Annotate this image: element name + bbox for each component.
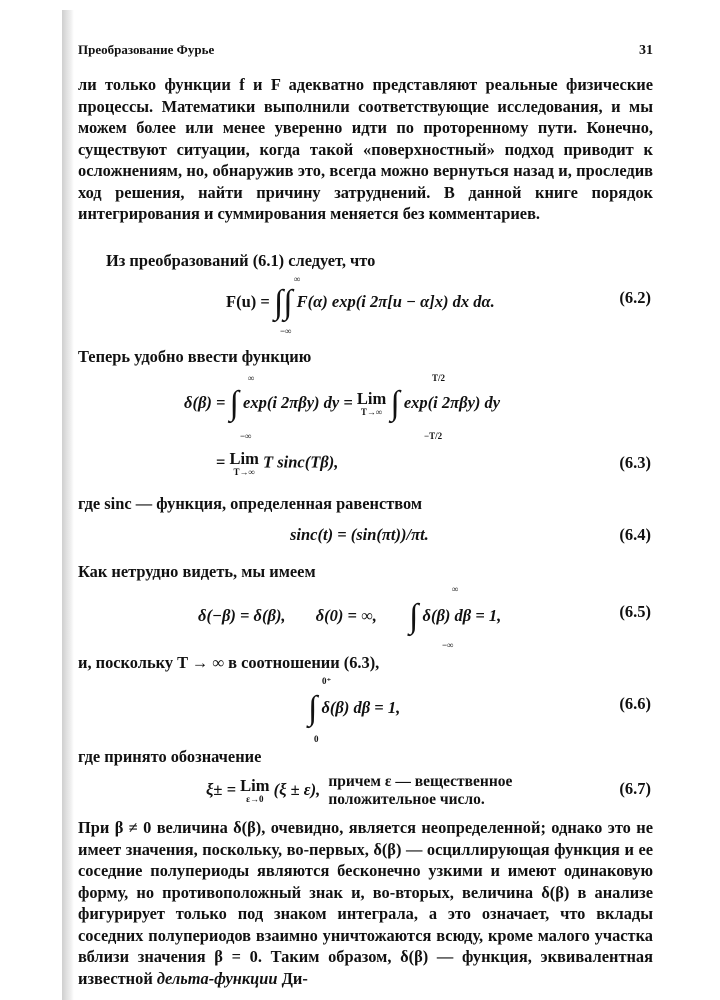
page-gutter-shadow: [62, 10, 74, 1000]
eq63-body2: exp(i 2πβy) dy: [403, 392, 501, 412]
book-page: [78, 42, 653, 989]
eq62-number: (6.2): [619, 287, 651, 307]
eq63-lhs: δ(β) =: [184, 392, 226, 412]
integral-sign: ∫: [390, 385, 400, 422]
eq64-number: (6.4): [619, 524, 651, 544]
eq63-limit: [357, 391, 386, 417]
paragraph-4: где sinc — функция, определенная равенством: [78, 494, 423, 513]
eq63-lim-sub-2: T→∞: [233, 466, 255, 477]
integral-sign: ∫: [229, 385, 239, 422]
equation-6-2: [78, 272, 653, 338]
eq66-upper: 0⁺: [322, 675, 332, 686]
eq67-body: (ξ ± ε),: [273, 779, 321, 799]
paragraph-3: Теперь удобно ввести функцию: [78, 346, 312, 366]
eq62-lhs: F(u) =: [226, 291, 270, 311]
paragraph-6: и, поскольку T → ∞ в соотношении (6.3),: [78, 653, 380, 672]
eq65-part2: δ(0) = ∞,: [315, 605, 377, 625]
eq65-upper: ∞: [452, 584, 459, 594]
eq66-number: (6.6): [619, 693, 651, 713]
double-integral-sign: ∫∫: [273, 283, 293, 321]
running-title: Преобразование Фурье: [78, 42, 215, 57]
eq67-cond2: положительное число.: [328, 791, 485, 808]
eq63-limit-2: [230, 451, 259, 477]
eq67-lim-sub: ε→0: [246, 793, 264, 804]
eq66-body: δ(β) dβ = 1,: [321, 697, 401, 717]
eq63-lim-label: Lim: [356, 389, 387, 409]
eq62-body: F(α) exp(i 2π[u − α]x) dx dα.: [296, 291, 495, 311]
eq65-part1: δ(−β) = δ(β),: [198, 605, 286, 625]
eq63-upper2: T/2: [432, 373, 446, 383]
eq63-lim-sub: T→∞: [360, 406, 383, 417]
eq66-lower: 0: [314, 733, 319, 744]
eq62-lower-limit: −∞: [280, 325, 292, 336]
eq63-upper1: ∞: [248, 373, 255, 383]
paragraph-1: ли только функции f и F адекватно представляют реальные физические процессы. Математики выполнили соответствующие исследования, и мы можем более или менее уверенно идти по проторенному пути. Конечно, существуют ситуации, когда такой «поверхностный» подход приводит к осложнениям, но, обнаружив это, всегда можно вернуться назад и, проследив ход решения, найти причину затруднений. В данной книге порядок интегрирования и суммирования меняется без комментариев.: [78, 75, 653, 223]
eq63-line2-body: T sinc(Tβ),: [263, 452, 339, 472]
eq63-number: (6.3): [619, 453, 651, 472]
paragraph-8-tail: Ди-: [277, 968, 308, 988]
eq65-part3: δ(β) dβ = 1,: [422, 605, 502, 625]
integral-sign: ∫: [409, 598, 419, 635]
eq63-lower2: −T/2: [424, 431, 443, 441]
eq64-body: sinc(t) = (sin(πt))/πt.: [290, 524, 429, 544]
eq67-limit: [240, 778, 269, 804]
eq67-cond1: причем ε — вещественное: [328, 773, 513, 790]
paragraph-8-text: При β ≠ 0 величина δ(β), очевидно, является неопределенной; однако это не имеет значения, поскольку, во-первых, δ(β) — осциллирующая функция и ее соседние полупериоды являются бесконечно узкими и имеют одинаковую форму, но противоположный знак и, во-вторых, величина δ(β) в анализе фигурирует только под знаком интеграла, а это означает, что вклады соседних полупериодов взаимно уничтожаются всюду, кроме малого участка вблизи значения β = 0. Таким образом, δ(β) — функция, эквивалентная известной: [78, 818, 653, 988]
equation-6-5: [78, 582, 653, 650]
equation-6-4: [78, 515, 653, 559]
page-header: [78, 42, 653, 74]
paragraph-8: [78, 817, 653, 989]
eq63-lower1: −∞: [240, 431, 252, 441]
eq63-line2-prefix: =: [216, 452, 226, 472]
eq67-lhs: ξ± =: [206, 779, 236, 799]
paragraph-7: где принято обозначение: [78, 746, 262, 766]
equation-6-3: [78, 367, 653, 485]
paragraph-2: Из преобразований (6.1) следует, что: [106, 251, 376, 270]
equation-6-7: [78, 767, 653, 815]
eq63-body1: exp(i 2πβy) dy =: [243, 392, 353, 412]
eq65-number: (6.5): [619, 602, 651, 621]
eq67-condition: [328, 773, 512, 809]
page-number: 31: [639, 43, 653, 58]
eq67-number: (6.7): [619, 779, 651, 798]
paragraph-5: Как нетрудно видеть, мы имеем: [78, 561, 316, 581]
eq63-lim-label-2: Lim: [229, 449, 259, 468]
integral-sign: ∫: [308, 689, 318, 727]
equation-6-6: [78, 674, 653, 742]
eq65-lower: −∞: [442, 640, 454, 650]
delta-function-term: дельта-функции: [156, 968, 278, 988]
eq62-upper-limit: ∞: [294, 273, 301, 284]
eq67-lim-label: Lim: [240, 776, 270, 796]
